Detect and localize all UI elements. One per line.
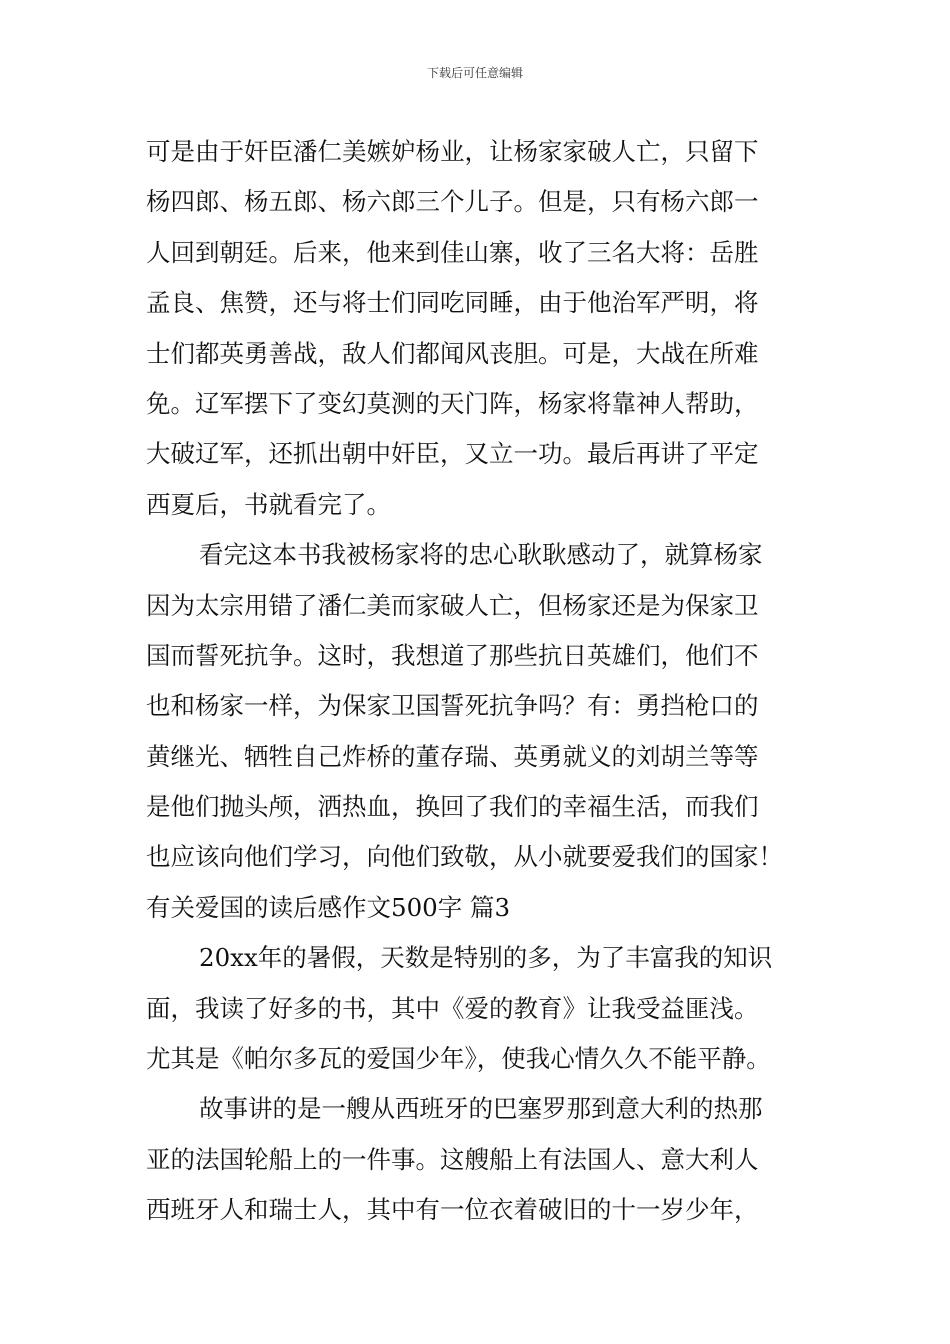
text-line: 国而誓死抗争。这时，我想道了那些抗日英雄们，他们不 <box>146 640 759 670</box>
page-header: 下载后可任意编辑 <box>426 66 523 80</box>
text-line: 亚的法国轮船上的一件事。这艘船上有法国人、意大利人 <box>146 1144 759 1174</box>
text-line: 西班牙人和瑞士人，其中有一位衣着破旧的十一岁少年， <box>146 1195 759 1225</box>
text-line: 免。辽军摆下了变幻莫测的天门阵，杨家将靠神人帮助， <box>146 388 759 418</box>
paragraph-start-line: 20xx年的暑假，天数是特别的多，为了丰富我的知识 <box>199 943 773 973</box>
text-line: 孟良、焦赞，还与将士们同吃同睡，由于他治军严明，将 <box>146 288 759 318</box>
paragraph-start-line: 看完这本书我被杨家将的忠心耿耿感动了，就算杨家 <box>199 540 763 570</box>
text-line: 大破辽军，还抓出朝中奸臣，又立一功。最后再讲了平定 <box>146 439 759 469</box>
text-line: 也和杨家一样，为保家卫国誓死抗争吗？有：勇挡枪口的 <box>146 691 759 721</box>
text-line: 杨四郎、杨五郎、杨六郎三个儿子。但是，只有杨六郎一 <box>146 187 759 217</box>
text-line: 西夏后，书就看完了。 <box>146 489 391 519</box>
document-body <box>146 127 810 1236</box>
text-line: 可是由于奸臣潘仁美嫉妒杨业，让杨家家破人亡，只留下 <box>146 137 759 166</box>
text-line: 因为太宗用错了潘仁美而家破人亡，但杨家还是为保家卫 <box>146 590 759 620</box>
text-line: 士们都英勇善战，敌人们都闻风丧胆。可是，大战在所难 <box>146 338 759 368</box>
text-line: 黄继光、牺牲自己炸桥的董存瑞、英勇就义的刘胡兰等等 <box>146 741 759 771</box>
section-heading: 有关爱国的读后感作文500字 篇3 <box>146 892 511 922</box>
text-line: 尤其是《帕尔多瓦的爱国少年》，使我心情久久不能平静。 <box>146 1044 771 1074</box>
text-line: 人回到朝廷。后来，他来到佳山寨，收了三名大将：岳胜 <box>146 237 759 267</box>
text-line: 面，我读了好多的书，其中《爱的教育》让我受益匪浅。 <box>146 993 759 1023</box>
text-line: 是他们抛头颅，洒热血，换回了我们的幸福生活，而我们 <box>146 792 759 822</box>
text-line: 也应该向他们学习，向他们致敬，从小就要爱我们的国家！ <box>146 842 783 872</box>
paragraph-start-line: 故事讲的是一艘从西班牙的巴塞罗那到意大利的热那 <box>199 1094 763 1124</box>
